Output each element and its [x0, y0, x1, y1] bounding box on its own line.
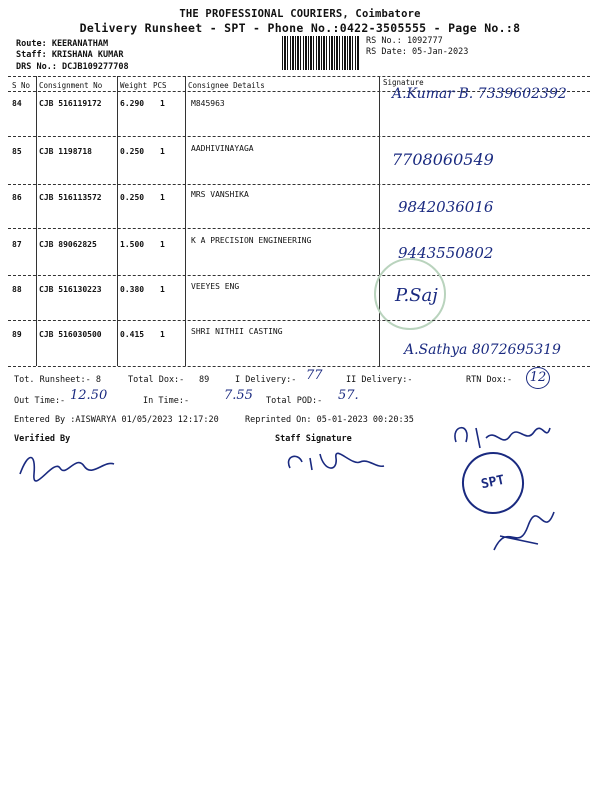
header-signature: Signature	[383, 78, 424, 87]
row-signature: 9842036016	[398, 198, 494, 216]
verifier-signature	[14, 444, 134, 484]
row-weight: 0.415	[120, 330, 145, 339]
header-sno: S No	[12, 81, 31, 90]
row-sno: 86	[12, 193, 22, 202]
row-rule	[8, 228, 590, 229]
row-sno: 85	[12, 147, 22, 156]
table-bottom-rule	[8, 366, 590, 367]
col-divider	[185, 76, 186, 366]
out-time-label: Out Time:-	[14, 396, 66, 406]
header-consignment: Consignment No	[39, 81, 103, 90]
out-time-value: 12.50	[70, 388, 108, 403]
row-pcs: 1	[160, 330, 165, 339]
row-consignee: AADHIVINAYAGA	[191, 144, 254, 153]
reprinted-on: Reprinted On: 05-01-2023 00:20:35	[245, 415, 414, 425]
rs-number: RS No.: 1092777	[366, 36, 443, 46]
i-delivery-label: I Delivery:-	[235, 375, 297, 385]
row-signature: 9443550802	[398, 244, 494, 262]
row-consignee: SHRI NITHII CASTING	[191, 327, 283, 336]
row-pcs: 1	[160, 285, 165, 294]
row-sno: 89	[12, 330, 22, 339]
row-signature: A.Kumar B. 7339602392	[392, 86, 567, 102]
row-pcs: 1	[160, 99, 165, 108]
col-divider	[379, 76, 380, 366]
row-sno: 84	[12, 99, 22, 108]
row-consignment: CJB 1198718	[39, 147, 92, 156]
drs-number: DRS No.: DCJB109277708	[16, 62, 129, 72]
rtn-dox-label: RTN Dox:-	[466, 375, 513, 385]
row-consignment: CJB 516130223	[39, 285, 102, 294]
row-consignment: CJB 516113572	[39, 193, 102, 202]
total-dox-value: 89	[199, 375, 210, 385]
row-sno: 88	[12, 285, 22, 294]
verified-by-label: Verified By	[14, 434, 71, 444]
row-pcs: 1	[160, 193, 165, 202]
row-sno: 87	[12, 240, 22, 249]
header-consignee: Consignee Details	[188, 81, 265, 90]
row-signature: 7708060549	[392, 150, 494, 169]
row-consignment: CJB 516119172	[39, 99, 102, 108]
row-weight: 0.250	[120, 147, 145, 156]
row-consignment: CJB 89062825	[39, 240, 97, 249]
row-rule	[8, 320, 590, 321]
row-consignee: K A PRECISION ENGINEERING	[191, 236, 312, 245]
row-pcs: 1	[160, 147, 165, 156]
i-delivery-value: 77	[306, 368, 323, 383]
row-rule	[8, 184, 590, 185]
row-pcs: 1	[160, 240, 165, 249]
entered-by: Entered By :AISWARYA 01/05/2023 12:17:20	[14, 415, 219, 425]
staff: Staff: KRISHANA KUMAR	[16, 50, 124, 60]
row-consignee: VEEYES ENG	[191, 282, 240, 291]
in-time-value: 7.55	[224, 388, 253, 403]
row-signature: P.Saj	[395, 285, 438, 306]
header-weight: Weight	[120, 81, 148, 90]
rs-date: RS Date: 05-Jan-2023	[366, 47, 469, 57]
row-consignee: M845963	[191, 99, 225, 108]
row-weight: 0.380	[120, 285, 145, 294]
runsheet-title: Delivery Runsheet - SPT - Phone No.:0422-3505555 - Page No.:8	[79, 21, 521, 35]
row-weight: 6.290	[120, 99, 145, 108]
col-divider	[36, 76, 37, 366]
spt-stamp: SPT	[456, 446, 530, 520]
company-title: THE PROFESSIONAL COURIERS, Coimbatore	[179, 8, 421, 20]
total-pod-label: Total POD:-	[266, 396, 323, 406]
row-consignee: MRS VANSHIKA	[191, 190, 249, 199]
staff-signature-label: Staff Signature	[275, 434, 352, 444]
table-top-rule	[8, 76, 590, 77]
total-runsheet: Tot. Runsheet:- 8	[14, 375, 101, 385]
row-rule	[8, 136, 590, 137]
header-pcs: PCS	[153, 81, 167, 90]
barcode	[282, 36, 360, 70]
total-pod-value: 57.	[338, 388, 359, 403]
route: Route: KEERANATHAM	[16, 39, 109, 49]
rtn-dox-value: 12	[526, 367, 550, 389]
row-consignment: CJB 516030500	[39, 330, 102, 339]
staff-signature	[280, 446, 390, 480]
row-weight: 1.500	[120, 240, 145, 249]
col-divider	[117, 76, 118, 366]
row-signature: A.Sathya 8072695319	[404, 342, 561, 358]
row-rule	[8, 275, 590, 276]
total-dox-label: Total Dox:-	[128, 375, 185, 385]
row-weight: 0.250	[120, 193, 145, 202]
ii-delivery-label: II Delivery:-	[346, 375, 413, 385]
in-time-label: In Time:-	[143, 396, 190, 406]
